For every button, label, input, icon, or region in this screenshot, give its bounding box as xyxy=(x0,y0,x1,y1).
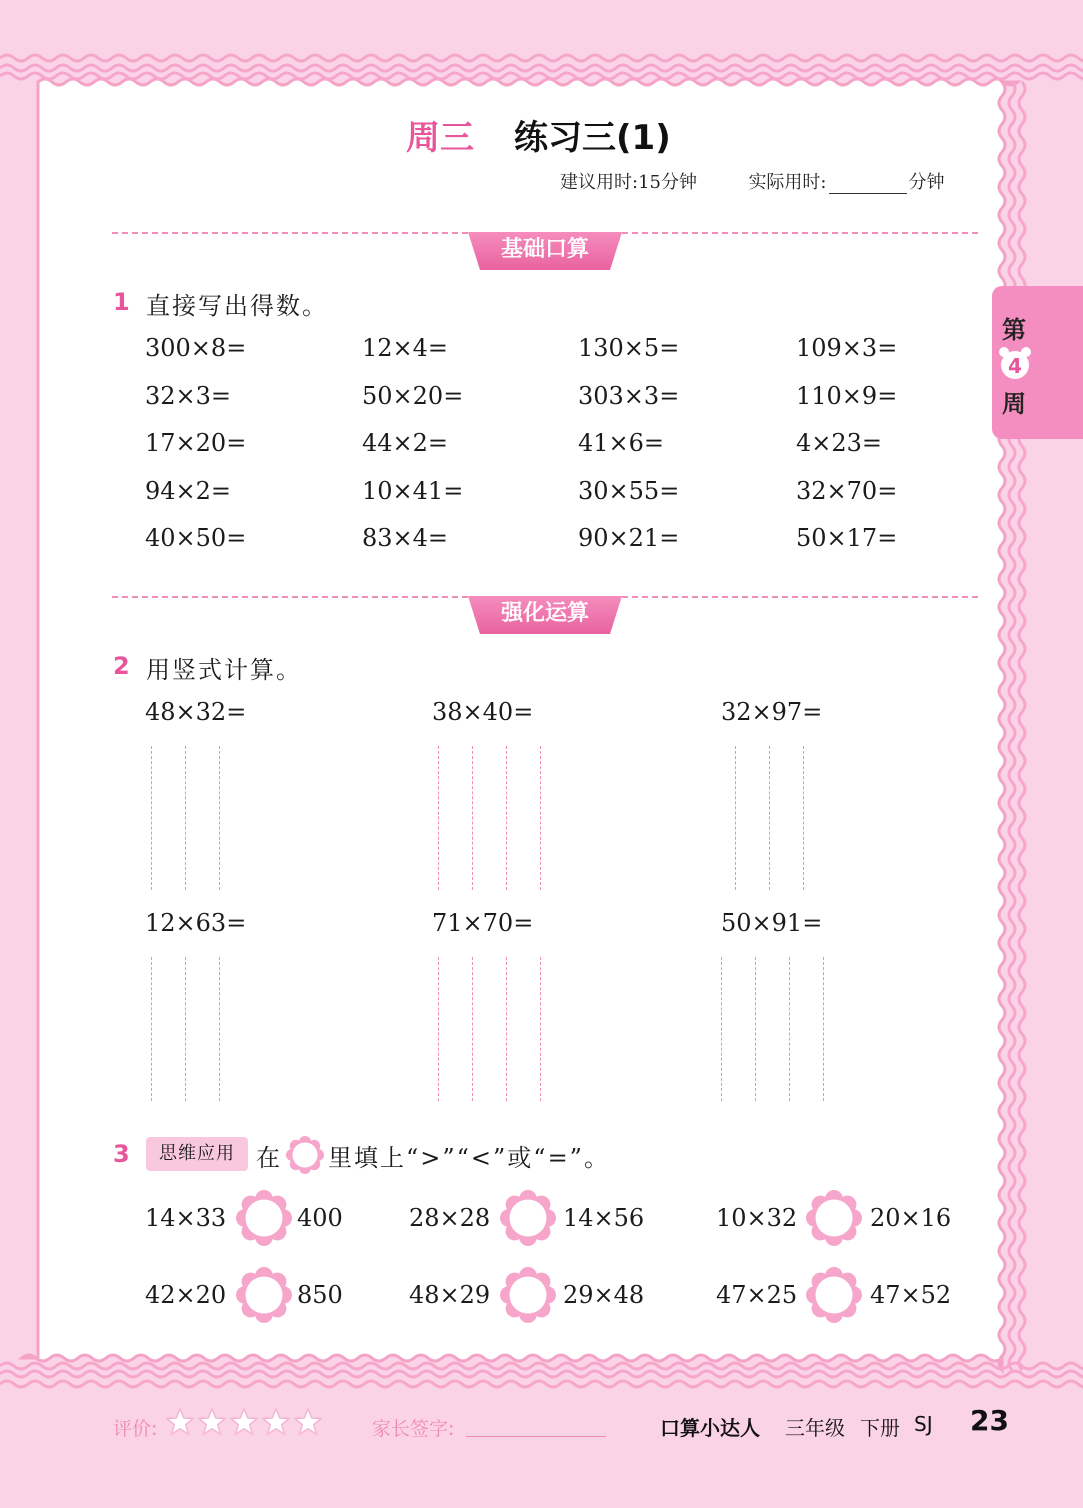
vertical-guide-line xyxy=(540,746,541,890)
thinking-tag: 思维应用 xyxy=(146,1137,248,1171)
oral-calc-item: 83×4= xyxy=(362,524,449,552)
vertical-guide-line xyxy=(185,957,186,1101)
vertical-guide-line xyxy=(506,957,507,1101)
question-1-prompt: 直接写出得数。 xyxy=(146,292,328,320)
oral-calc-item: 110×9= xyxy=(796,381,898,410)
vertical-guide-line xyxy=(755,957,756,1101)
vertical-calc-item: 12×63= xyxy=(145,909,247,937)
oral-calc-item: 90×21= xyxy=(578,524,680,552)
question-3-prompt-a: 在 xyxy=(256,1144,282,1172)
alarm-clock-icon xyxy=(996,344,1034,382)
vertical-guide-line xyxy=(438,746,439,890)
volume-label: 下册 xyxy=(860,1416,900,1440)
compare-right: 14×56 xyxy=(563,1204,645,1232)
vertical-guide-line xyxy=(151,746,152,890)
vertical-guide-line xyxy=(803,746,804,890)
compare-right: 20×16 xyxy=(870,1204,952,1232)
oral-calc-item: 12×4= xyxy=(362,334,449,362)
question-2-number: 2 xyxy=(113,652,130,680)
question-3-number: 3 xyxy=(113,1140,130,1168)
vertical-guide-line xyxy=(540,957,541,1101)
edition-label: SJ xyxy=(914,1412,933,1436)
section-tag-basic: 基础口算 xyxy=(500,237,589,262)
vertical-guide-line xyxy=(721,957,722,1101)
actual-time-unit: 分钟 xyxy=(908,172,945,193)
compare-right: 29×48 xyxy=(563,1281,645,1309)
oral-calc-item: 30×55= xyxy=(578,476,680,505)
vertical-guide-line xyxy=(151,957,152,1101)
rating-label: 评价: xyxy=(113,1418,158,1440)
vertical-guide-line xyxy=(506,746,507,890)
compare-left: 28×28 xyxy=(409,1204,491,1232)
oral-calc-item: 130×5= xyxy=(578,334,680,362)
parent-sign-field[interactable] xyxy=(466,1418,606,1437)
vertical-guide-line xyxy=(769,746,770,890)
oral-calc-item: 300×8= xyxy=(145,334,247,362)
star-icon[interactable] xyxy=(198,1408,226,1436)
oral-calc-item: 50×20= xyxy=(362,381,464,410)
flower-answer-icon[interactable] xyxy=(806,1190,862,1246)
week-tab-bottom: 周 xyxy=(1002,390,1026,418)
flower-answer-icon[interactable] xyxy=(500,1267,556,1323)
oral-calc-item: 50×17= xyxy=(796,524,898,552)
suggested-time: 建议用时:15分钟 xyxy=(560,172,697,193)
vertical-guide-line xyxy=(438,957,439,1101)
star-icon[interactable] xyxy=(294,1408,322,1436)
vertical-calc-item: 38×40= xyxy=(432,698,534,726)
compare-left: 48×29 xyxy=(409,1281,491,1309)
vertical-calc-item: 48×32= xyxy=(145,698,247,726)
vertical-calc-item: 50×91= xyxy=(721,909,823,937)
vertical-guide-line xyxy=(735,746,736,890)
day-label: 周三 xyxy=(406,118,474,158)
compare-left: 14×33 xyxy=(145,1204,227,1232)
section-tag-advanced: 强化运算 xyxy=(500,601,589,626)
compare-right: 47×52 xyxy=(870,1281,952,1309)
vertical-guide-line xyxy=(789,957,790,1101)
flower-answer-icon[interactable] xyxy=(236,1267,292,1323)
oral-calc-item: 4×23= xyxy=(796,429,883,457)
vertical-guide-line xyxy=(823,957,824,1101)
vertical-guide-line xyxy=(185,746,186,890)
star-icon[interactable] xyxy=(166,1408,194,1436)
flower-answer-icon xyxy=(286,1136,324,1174)
week-tab-top: 第 xyxy=(1002,316,1026,344)
compare-right: 400 xyxy=(297,1204,343,1232)
flower-answer-icon[interactable] xyxy=(236,1190,292,1246)
actual-time-label: 实际用时: xyxy=(748,172,827,193)
question-3-prompt-b: 里填上“>”“<”或“=”。 xyxy=(328,1144,610,1172)
question-2-prompt: 用竖式计算。 xyxy=(146,656,302,684)
oral-calc-item: 10×41= xyxy=(362,476,464,505)
oral-calc-item: 32×3= xyxy=(145,381,232,410)
flower-answer-icon[interactable] xyxy=(806,1267,862,1323)
week-number: 4 xyxy=(1008,354,1022,378)
oral-calc-item: 109×3= xyxy=(796,334,898,362)
compare-right: 850 xyxy=(297,1281,343,1309)
compare-left: 42×20 xyxy=(145,1281,227,1309)
oral-calc-item: 17×20= xyxy=(145,429,247,457)
grade-label: 三年级 xyxy=(785,1416,845,1440)
page-number: 23 xyxy=(970,1404,1009,1437)
compare-left: 10×32 xyxy=(716,1204,798,1232)
week-tab xyxy=(992,286,1083,439)
oral-calc-item: 32×70= xyxy=(796,476,898,505)
oral-calc-item: 303×3= xyxy=(578,381,680,410)
star-icon[interactable] xyxy=(230,1408,258,1436)
page-title: 练习三(1) xyxy=(514,118,671,158)
vertical-calc-item: 71×70= xyxy=(432,909,534,937)
star-icon[interactable] xyxy=(262,1408,290,1436)
oral-calc-item: 44×2= xyxy=(362,429,449,457)
book-title: 口算小达人 xyxy=(660,1416,760,1440)
parent-sign-label: 家长签字: xyxy=(372,1418,455,1440)
question-1-number: 1 xyxy=(113,288,130,316)
rating-stars[interactable] xyxy=(166,1408,326,1440)
vertical-guide-line xyxy=(219,957,220,1101)
vertical-guide-line xyxy=(219,746,220,890)
vertical-calc-item: 32×97= xyxy=(721,698,823,726)
actual-time-field[interactable] xyxy=(829,175,907,194)
compare-left: 47×25 xyxy=(716,1281,798,1309)
oral-calc-item: 94×2= xyxy=(145,476,232,505)
vertical-guide-line xyxy=(472,957,473,1101)
vertical-guide-line xyxy=(472,746,473,890)
oral-calc-item: 40×50= xyxy=(145,524,247,552)
oral-calc-item: 41×6= xyxy=(578,429,665,457)
flower-answer-icon[interactable] xyxy=(500,1190,556,1246)
time-info xyxy=(560,168,945,194)
